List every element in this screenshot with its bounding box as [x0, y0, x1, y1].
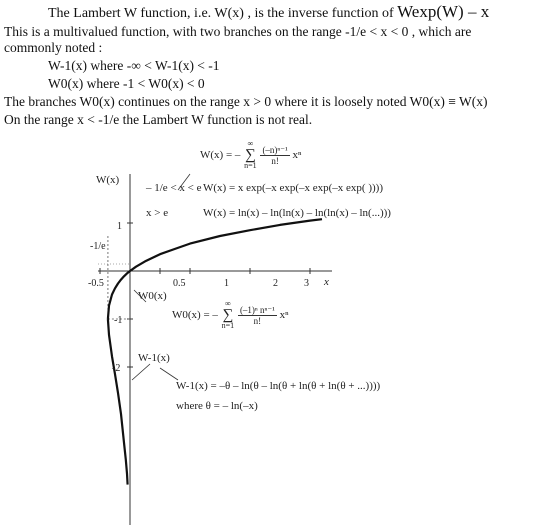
- intro-text: [0, 0, 540, 135]
- series-sum-bottom: n=1: [244, 161, 257, 170]
- series-denominator: n!: [271, 155, 279, 166]
- x-tick-neg-0-5: -0.5: [88, 278, 104, 289]
- series-sigma: [244, 140, 257, 170]
- series-lhs: W(x) = –: [200, 149, 241, 161]
- x-tick-2: 2: [273, 278, 278, 289]
- w0-branch-label: W0(x): [138, 290, 167, 302]
- wm1-branch-label: W-1(x): [138, 352, 170, 364]
- series-numerator: (–n)ⁿ⁻¹: [262, 144, 288, 155]
- branch-0-line: W0(x) where -1 < W0(x) < 0: [48, 76, 205, 91]
- wm1-formula: W-1(x) = –θ – ln(θ – ln(θ + ln(θ + ln(θ + ...)))): [176, 380, 381, 392]
- plot-svg: [0, 140, 540, 532]
- y-tick-neg-1: -1: [114, 315, 123, 326]
- title-line: [48, 4, 489, 22]
- w0-sigma: [222, 300, 235, 330]
- series-power: xⁿ: [292, 149, 302, 161]
- convergence-range: – 1/e < x < e: [146, 182, 202, 194]
- w0-sum-top: ∞: [225, 299, 231, 308]
- sigma-icon: ∑: [222, 307, 234, 323]
- large-x-condition: x > e: [146, 207, 169, 219]
- w0-fraction: [238, 305, 277, 326]
- w0-lhs: W0(x) = –: [172, 309, 218, 321]
- neg-inverse-e-label: -1/e: [90, 241, 106, 252]
- w0-series-formula: [172, 300, 289, 330]
- x-tick-3: 3: [304, 278, 309, 289]
- w0-power: xⁿ: [279, 309, 289, 321]
- nested-log-formula: W(x) = ln(x) – ln(ln(x) – ln(ln(x) – ln(...))): [203, 207, 391, 219]
- wm1-pointer: [132, 364, 150, 380]
- y-axis-label: W(x): [96, 174, 120, 186]
- y-tick-1: 1: [117, 221, 122, 232]
- not-real-line: On the range x < -1/e the Lambert W function is not real.: [4, 112, 313, 127]
- wm1-where: where θ = – ln(–x): [176, 400, 258, 412]
- w0-numerator: (–1)ⁿ nⁿ⁻¹: [239, 304, 275, 315]
- y-tick-neg-2: -2: [112, 363, 121, 374]
- title-expression: Wexp(W) – x: [397, 2, 490, 21]
- lambert-w-curve-1: [108, 319, 128, 485]
- sigma-icon: ∑: [245, 147, 256, 163]
- lambert-w-plot: [0, 140, 540, 532]
- multivalued-line: This is a multivalued function, with two branches on the range -1/e < x < 0 , which are: [4, 24, 472, 39]
- branch-minus1-line: W-1(x) where -∞ < W-1(x) < -1: [48, 58, 220, 73]
- title-prefix: The Lambert W function, i.e. W(x) , is the inverse function of: [48, 6, 394, 21]
- nested-exp-formula: W(x) = x exp(–x exp(–x exp(–x exp( )))): [203, 182, 383, 194]
- series-fraction: [260, 145, 289, 166]
- noted-line: commonly noted :: [4, 40, 103, 55]
- x-axis-label: x: [324, 276, 329, 288]
- series-formula: [200, 140, 301, 170]
- x-tick-1: 1: [224, 278, 229, 289]
- wm1-formula-pointer: [160, 368, 178, 380]
- x-tick-0-5: 0.5: [173, 278, 186, 289]
- w0-sum-bottom: n=1: [221, 321, 235, 330]
- continuation-line: The branches W0(x) continues on the range x > 0 where it is loosely noted W0(x) ≡ W(x): [4, 94, 488, 109]
- series-sum-top: ∞: [247, 139, 254, 148]
- w0-denominator: n!: [253, 315, 262, 326]
